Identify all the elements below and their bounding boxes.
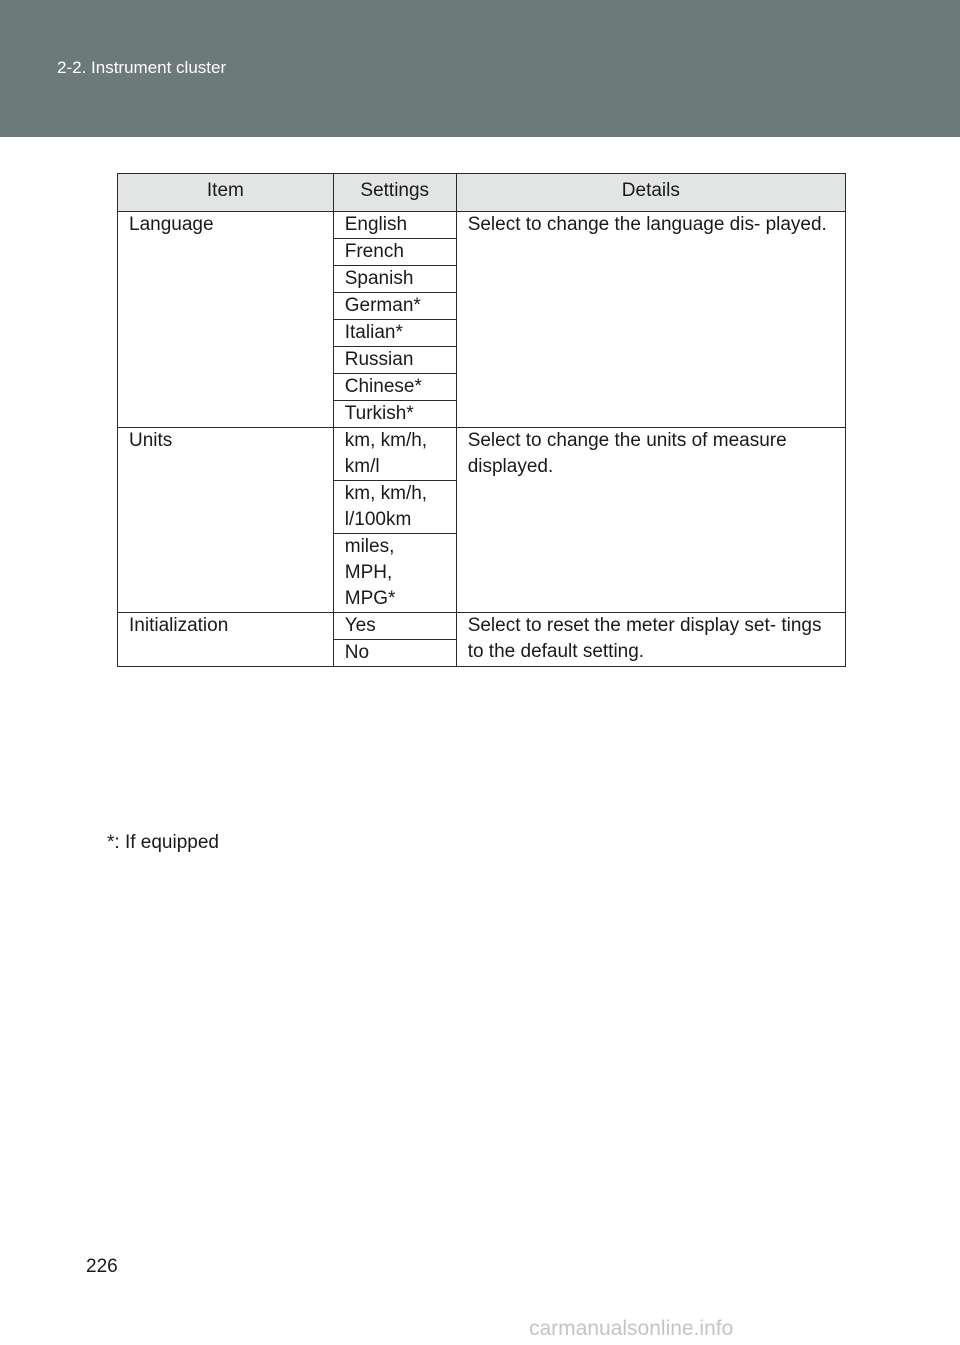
setting-cell: miles, MPH, MPG* <box>333 534 456 613</box>
column-header-item: Item <box>118 174 334 212</box>
details-text: Select to change the language dis- played. <box>467 214 827 235</box>
setting-cell: Spanish <box>333 266 456 293</box>
item-cell-language: Language <box>118 212 334 428</box>
section-title: 2-2. Instrument cluster <box>57 58 227 77</box>
item-cell-initialization: Initialization <box>118 613 334 667</box>
page-number: 226 <box>86 1256 118 1277</box>
setting-cell: Chinese* <box>333 374 456 401</box>
setting-cell: Turkish* <box>333 401 456 428</box>
details-cell-language <box>456 212 845 428</box>
details-text: Select to change the units of measure displayed. <box>467 430 787 477</box>
table-row <box>118 212 846 239</box>
setting-cell: French <box>333 239 456 266</box>
setting-cell: km, km/h, km/l <box>333 428 456 481</box>
settings-table <box>117 173 846 667</box>
setting-cell: English <box>333 212 456 239</box>
column-header-settings: Settings <box>333 174 456 212</box>
setting-cell: Russian <box>333 347 456 374</box>
table-row <box>118 428 846 481</box>
details-text: Select to reset the meter display set- tings to the default setting. <box>467 615 822 662</box>
table-row <box>118 613 846 640</box>
details-cell-initialization <box>456 613 845 667</box>
item-cell-units: Units <box>118 428 334 613</box>
table-header-row <box>118 174 846 212</box>
watermark: carmanualsonline.info <box>529 1317 734 1340</box>
setting-cell: German* <box>333 293 456 320</box>
footnote: *: If equipped <box>107 832 219 853</box>
column-header-details: Details <box>456 174 845 212</box>
setting-cell: No <box>333 640 456 667</box>
setting-cell: km, km/h, l/100km <box>333 481 456 534</box>
setting-cell: Italian* <box>333 320 456 347</box>
details-cell-units <box>456 428 845 613</box>
setting-cell: Yes <box>333 613 456 640</box>
